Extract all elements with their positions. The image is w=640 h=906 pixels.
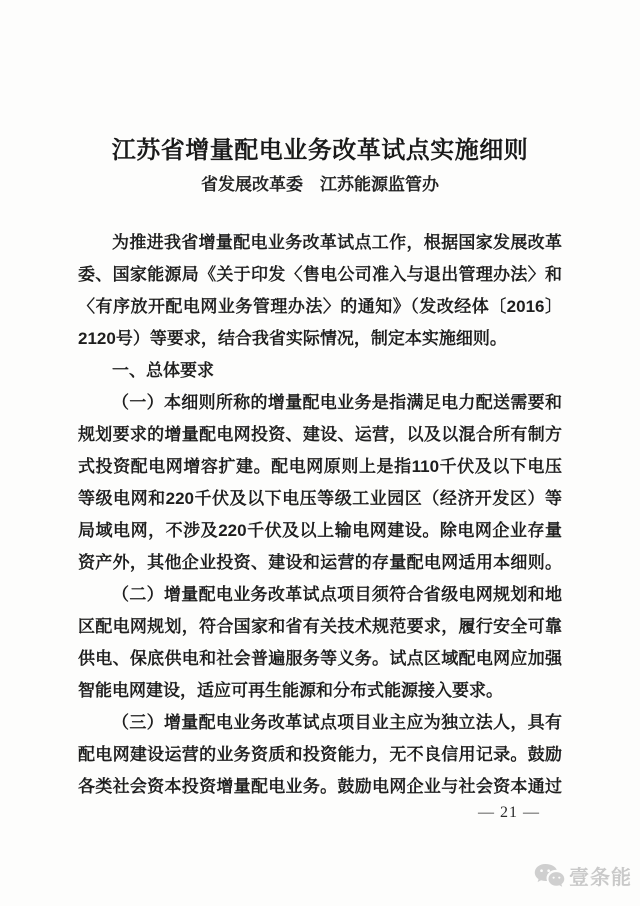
text-line: 各类社会资本投资增量配电业务。鼓励电网企业与社会资本通过 <box>78 777 562 796</box>
text-line: 等级电网和220千伏及以下电压等级工业园区（经济开发区）等 <box>78 489 562 508</box>
page-number: — 21 — <box>478 804 540 821</box>
text-line: 供电、保底供电和社会普遍服务等义务。试点区域配电网应加强 <box>78 649 562 668</box>
text-line: 智能电网建设，适应可再生能源和分布式能源接入要求。 <box>78 681 503 700</box>
section-heading: 一、总体要求 <box>112 361 214 380</box>
text-line: （一）本细则所称的增量配电业务是指满足电力配送需要和 <box>112 393 562 412</box>
document-subtitle: 省发展改革委 江苏能源监管办 <box>201 175 439 194</box>
text-line: 配电网建设运营的业务资质和投资能力，无不良信用记录。鼓励 <box>78 745 562 764</box>
text-line: （三）增量配电业务改革试点项目业主应为独立法人，具有 <box>112 713 562 732</box>
text-line: 资产外，其他企业投资、建设和运营的存量配电网适用本细则。 <box>78 553 562 572</box>
text-line: 2120号）等要求，结合我省实际情况，制定本实施细则。 <box>78 329 507 348</box>
text-line: 为推进我省增量配电业务改革试点工作，根据国家发展改革 <box>112 233 562 252</box>
document-title: 江苏省增量配电业务改革试点实施细则 <box>111 137 529 164</box>
text-line: 式投资配电网增容扩建。配电网原则上是指110千伏及以下电压 <box>78 457 562 476</box>
text-line: 委、国家能源局《关于印发〈售电公司准入与退出管理办法〉和 <box>78 265 562 284</box>
watermark-text: 壹条能 <box>569 867 632 889</box>
text-line: 区配电网规划，符合国家和省有关技术规范要求，履行安全可靠 <box>78 617 562 636</box>
text-line: （二）增量配电业务改革试点项目须符合省级电网规划和地 <box>112 585 562 604</box>
watermark <box>533 861 632 890</box>
document-body <box>78 227 562 803</box>
text-line: 局域电网，不涉及220千伏及以上输电网建设。除电网企业存量 <box>78 521 562 540</box>
wechat-icon <box>533 862 565 889</box>
text-line: 规划要求的增量配电网投资、建设、运营，以及以混合所有制方 <box>78 425 562 444</box>
text-line: 〈有序放开配电网业务管理办法〉的通知》（发改经体〔2016〕 <box>78 297 562 316</box>
